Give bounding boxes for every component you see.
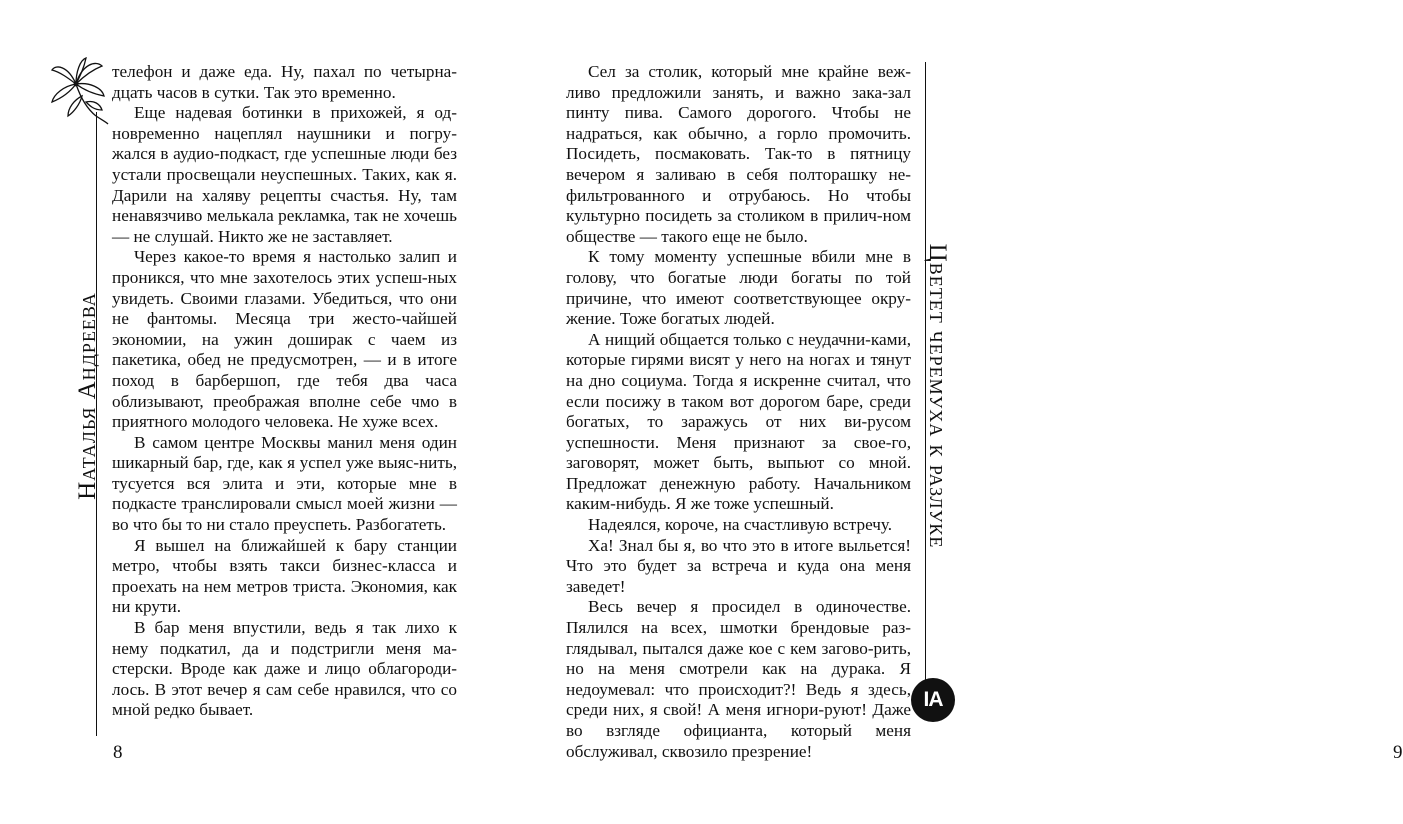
- left-page-text: [112, 62, 457, 721]
- lily-flower-ornament-icon: [46, 56, 108, 126]
- left-page: [0, 0, 500, 824]
- paragraph: В бар меня впустили, ведь я так лихо к нему подкатил, да и подстригли меня ма-стерски. Вроде как даже и лицо облагороди-лось. В этот вечер я сам себе нравился, что со мной редко бывает.: [112, 618, 457, 720]
- paragraph: Я вышел на ближайшей к бару станции метро, чтобы взять такси бизнес-класса и проехать на нем метров триста. Экономия, как ни крути.: [112, 535, 457, 617]
- paragraph: В самом центре Москвы манил меня один шикарный бар, где, как я успел уже выяс-нить, тусуется вся элита и эти, которые мне в подкасте транслировали смысл моей жизни — во что бы то ни стало преуспеть. Разбогатеть.: [112, 432, 457, 535]
- paragraph: К тому моменту успешные вбили мне в голову, что богатые люди богаты по той причине, что имеют соответствующее окру-жение. Тоже богатых людей.: [566, 247, 911, 329]
- left-running-head-author: Наталья Андреева: [74, 292, 101, 500]
- paragraph: Надеялся, короче, на счастливую встречу.: [588, 515, 893, 535]
- paragraph: Сел за столик, который мне крайне веж-ливо предложили занять, и важно зака-зал пинту пива. Самого дорогого. Чтобы не надраться, как обычно, а горло промочить. Посидеть, посмаковать. Так-то в пятницу вечером я заливаю в себя полторашку не-фильтрованного и отрубаюсь. Но чтобы культурно посидеть за столиком в прилич-ном обществе — такого еще не было.: [566, 62, 911, 246]
- paragraph: А нищий общается только с неудачни-ками, которые гирями висят у него на ногах и тянут на дно социума. Тогда я искренне считал, что если посижу в таком вот дорогом баре, среди богатых, то заражусь от них ви-русом успешности. Меня признают за свое-го, заговорят, может быть, выпьют со мной. Предложат денежную работу. Начальником каким-нибудь. Я же тоже успешный.: [566, 329, 911, 514]
- paragraph: Еще надевая ботинки в прихожей, я од-новременно нацеплял наушники и погру-жался в аудио-подкаст, где успешные люди без устали просвещали неуспешных. Таких, как я. Дарили на халяву рецепты счастья. Ну, там ненавязчиво мелькала рекламка, так не хочешь — не слушай. Никто же не заставляет.: [112, 103, 457, 246]
- paragraph: Ха! Знал бы я, во что это в итоге выльется! Что это будет за встреча и куда она меня заведет!: [566, 535, 911, 596]
- paragraph: Через какое-то время я настолько залип и проникся, что мне захотелось этих успеш-ных увидеть. Своими глазами. Убедиться, что они не фантомы. Месяца три жесто-чайшей экономии, на ужин доширак с чаем из пакетика, обед не предусмотрен, — и в итоге поход в барбершоп, где тебя два часа облизывают, преображая вполне себе чмо в приятного молодого человека. Не хуже всех.: [112, 247, 457, 432]
- publisher-logo-badge: IA: [911, 678, 955, 722]
- right-running-head-title: Цветет черемуха к разлуке: [924, 243, 951, 549]
- right-page-text: [566, 62, 911, 762]
- left-page-number: 8: [113, 742, 123, 763]
- paragraph: телефон и даже еда. Ну, пахал по четырна-дцать часов в сутки. Так это временно.: [112, 62, 457, 102]
- right-page-number: 9: [1393, 742, 1403, 763]
- paragraph: Весь вечер я просидел в одиночестве. Пялился на всех, шмотки брендовые раз-глядывал, пытался даже кое с кем загово-рить, но на меня смотрели как на дурака. Я недоумевал: что происходит?! Ведь я здесь, среди них, я свой! А меня игнори-руют! Даже во взгляде официанта, который меня обслуживал, сквозило презрение!: [566, 597, 911, 761]
